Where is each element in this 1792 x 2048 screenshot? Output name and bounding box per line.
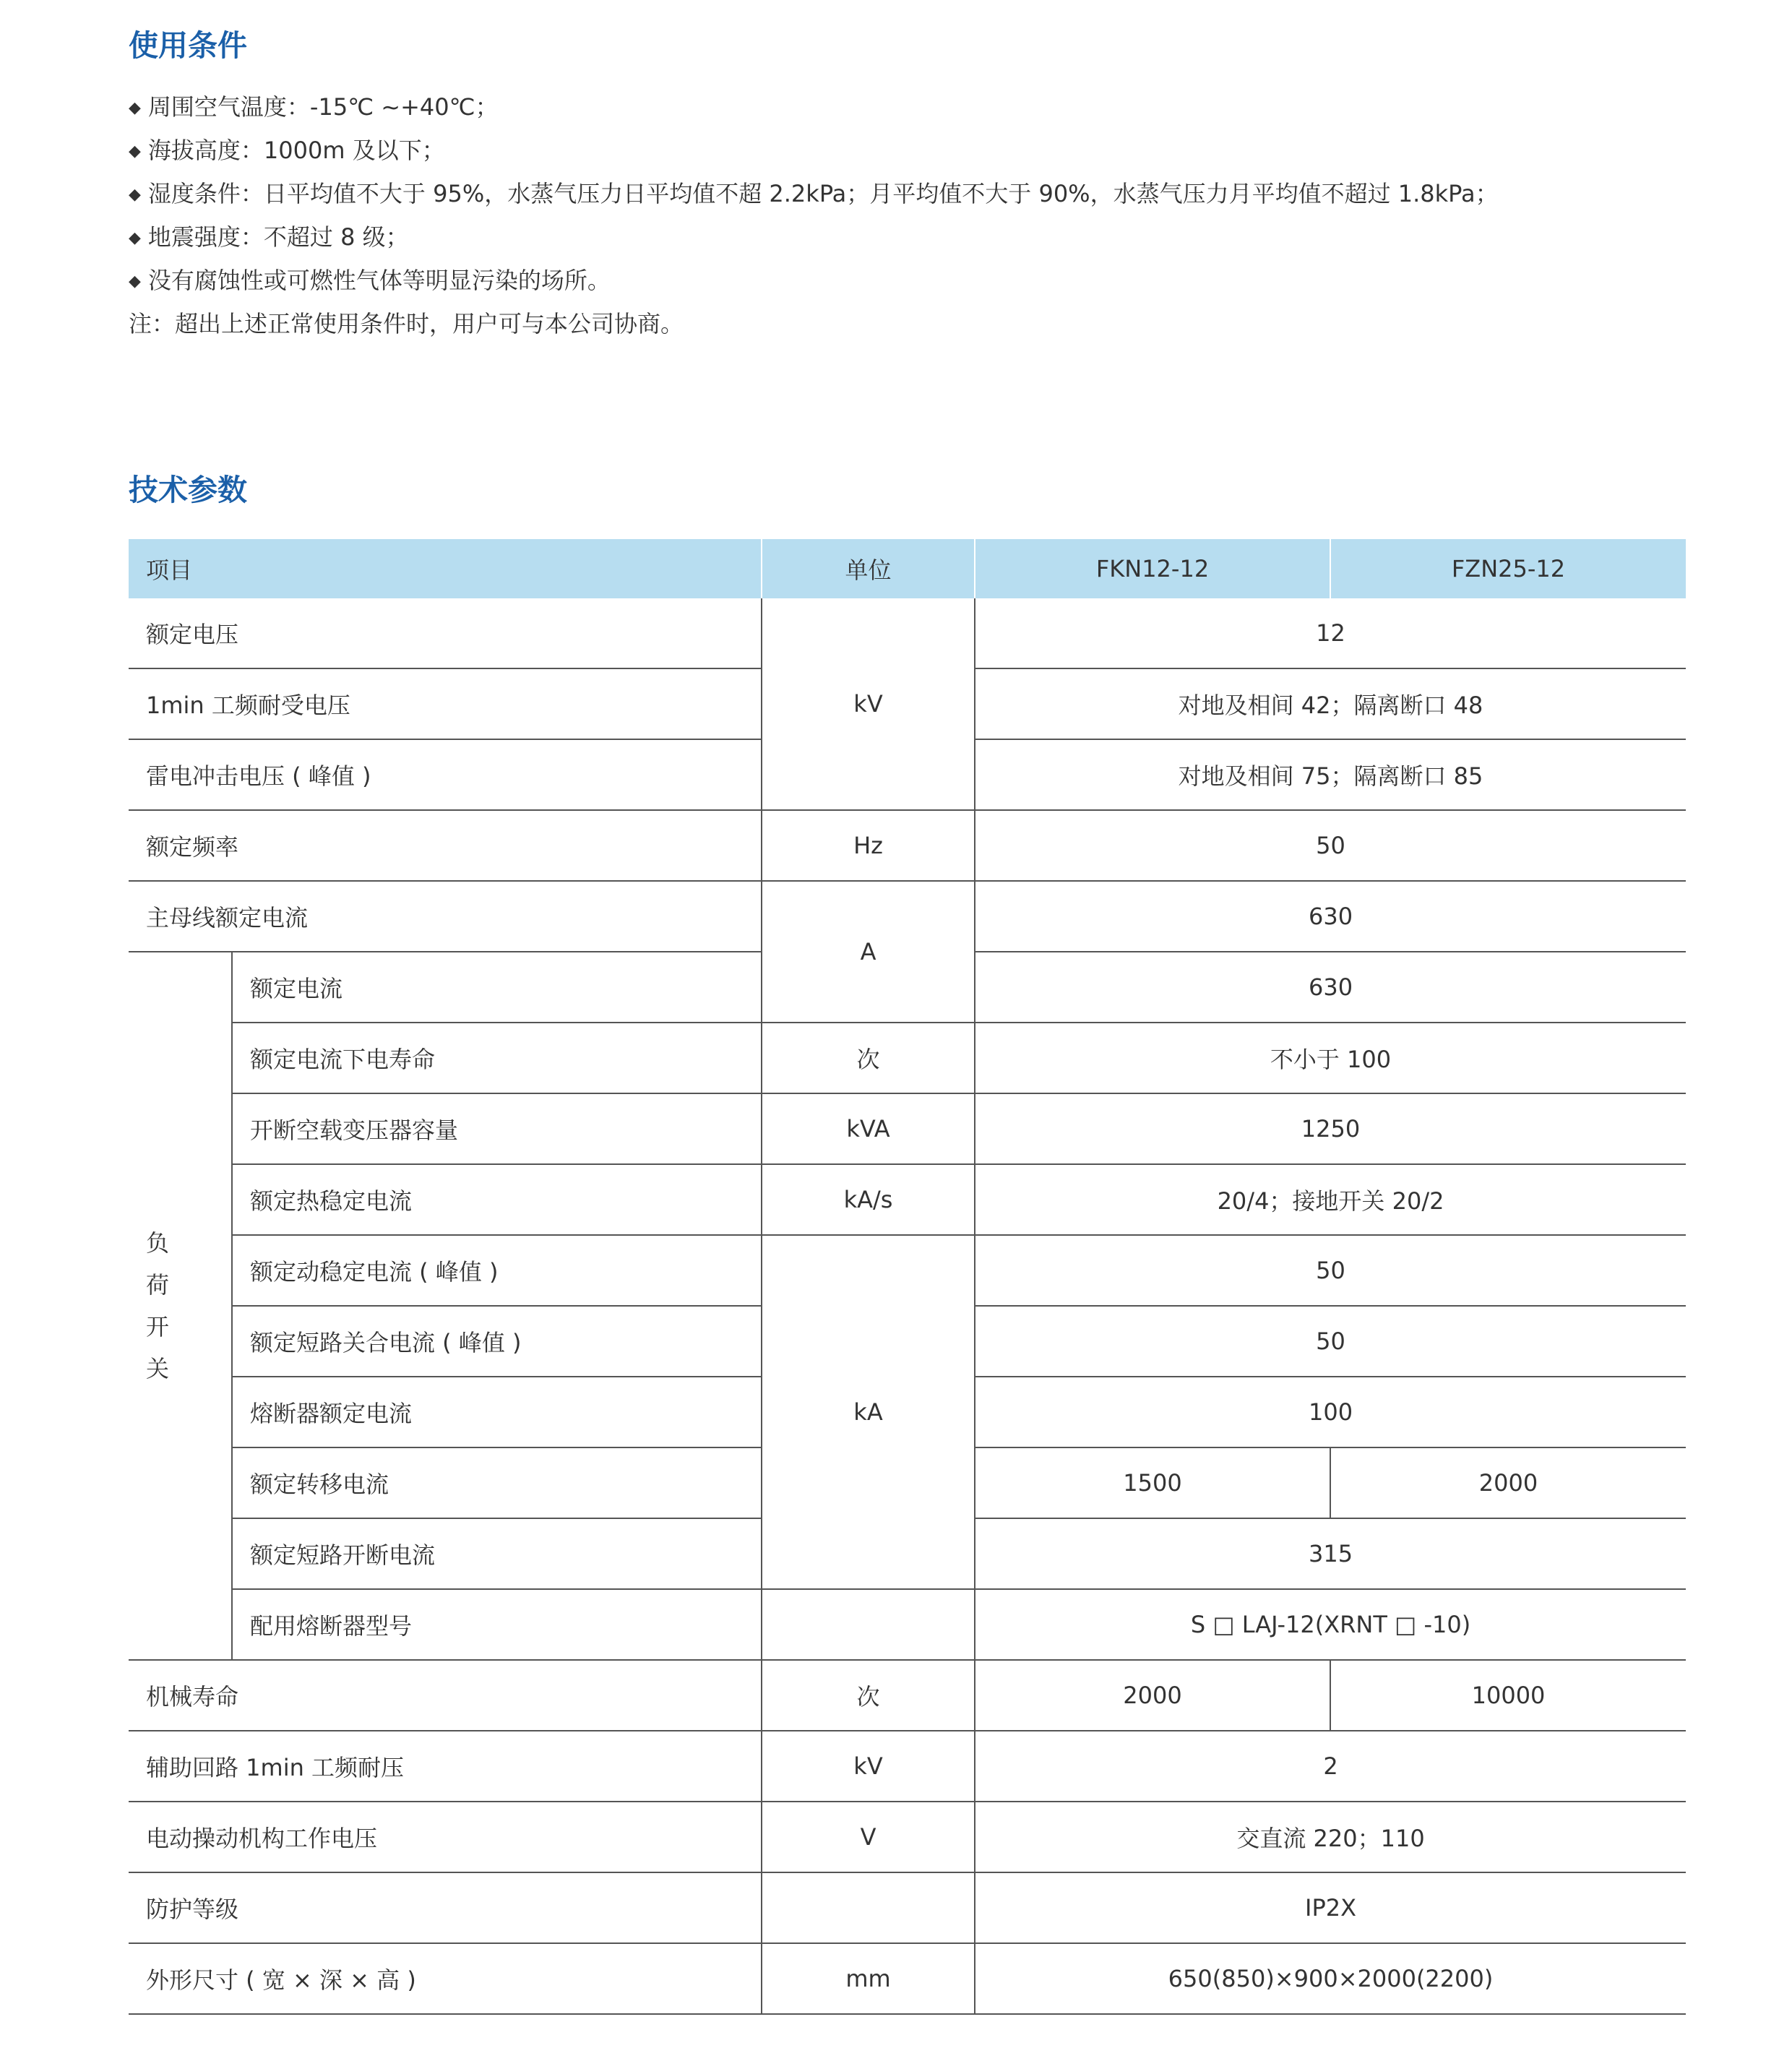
value-cell: kVA xyxy=(762,1093,975,1164)
value-cell: 20/4；接地开关 20/2 xyxy=(975,1164,1686,1235)
value-cell: S □ LAJ-12(XRNT □ -10) xyxy=(975,1589,1686,1660)
table-header-row xyxy=(129,539,1686,598)
table-row xyxy=(129,1093,1686,1164)
item-cell: 额定动稳定电流 ( 峰值 ) xyxy=(232,1235,762,1306)
value-cell: kA/s xyxy=(762,1164,975,1235)
value-cell: 2000 xyxy=(975,1660,1330,1731)
item-cell: 外形尺寸 ( 宽 × 深 × 高 ) xyxy=(129,1943,762,2014)
list-item: ◆ 没有腐蚀性或可燃性气体等明显污染的场所。 xyxy=(129,267,611,294)
list-item: ◆ 海拔高度：1000m 及以下； xyxy=(129,137,445,164)
header-unit: 单位 xyxy=(762,539,975,598)
table-row xyxy=(129,1235,1686,1306)
value-cell: 50 xyxy=(975,810,1686,881)
conditions-note: 注：超出上述正常使用条件时，用户可与本公司协商。 xyxy=(129,310,684,337)
table-row xyxy=(129,598,1686,668)
table-row xyxy=(129,1943,1686,2014)
item-cell: 额定短路关合电流 ( 峰值 ) xyxy=(232,1306,762,1377)
item-cell: 配用熔断器型号 xyxy=(232,1589,762,1660)
list-item: ◆ 湿度条件：日平均值不大于 95%，水蒸气压力日平均值不超 2.2kPa；月平均值不大于 90%，水蒸气压力月平均值不超过 1.8kPa； xyxy=(129,180,1499,207)
table-row xyxy=(129,1164,1686,1235)
table-row xyxy=(129,881,1686,952)
value-cell: 对地及相间 75；隔离断口 85 xyxy=(975,739,1686,810)
value-cell: 次 xyxy=(762,1023,975,1093)
diamond-bullet-icon: ◆ xyxy=(129,272,141,291)
diamond-bullet-icon: ◆ xyxy=(129,99,141,117)
diamond-bullet-icon: ◆ xyxy=(129,142,141,160)
item-cell: 1min 工频耐受电压 xyxy=(129,668,762,739)
item-cell: 额定频率 xyxy=(129,810,762,881)
header-item: 项目 xyxy=(129,539,762,598)
table-row xyxy=(129,810,1686,881)
list-item: ◆ 周围空气温度：-15℃ ~+40℃； xyxy=(129,93,499,121)
item-cell: 雷电冲击电压 ( 峰值 ) xyxy=(129,739,762,810)
header-model-2: FZN25-12 xyxy=(1330,539,1686,598)
value-cell: kV xyxy=(762,598,975,810)
diamond-bullet-icon: ◆ xyxy=(129,229,141,247)
value-cell: kV xyxy=(762,1731,975,1802)
value-cell: 50 xyxy=(975,1235,1686,1306)
table-row xyxy=(129,1731,1686,1802)
section-title-params: 技术参数 xyxy=(129,473,247,507)
value-cell: 630 xyxy=(975,881,1686,952)
group-label-load-switch: 负 荷 开 关 xyxy=(129,952,232,1660)
spec-table xyxy=(129,539,1686,2015)
table-row xyxy=(129,1802,1686,1872)
item-cell: 额定转移电流 xyxy=(232,1447,762,1518)
value-cell: 100 xyxy=(975,1377,1686,1447)
item-cell: 辅助回路 1min 工频耐压 xyxy=(129,1731,762,1802)
diamond-bullet-icon: ◆ xyxy=(129,186,141,204)
item-cell: 熔断器额定电流 xyxy=(232,1377,762,1447)
value-cell: 2 xyxy=(975,1731,1686,1802)
value-cell: 10000 xyxy=(1330,1660,1686,1731)
item-cell: 电动操动机构工作电压 xyxy=(129,1802,762,1872)
item-cell: 机械寿命 xyxy=(129,1660,762,1731)
table-row xyxy=(129,1660,1686,1731)
value-cell: 315 xyxy=(975,1518,1686,1589)
item-cell: 额定热稳定电流 xyxy=(232,1164,762,1235)
item-cell: 额定短路开断电流 xyxy=(232,1518,762,1589)
value-cell: 不小于 100 xyxy=(975,1023,1686,1093)
value-cell: 2000 xyxy=(1330,1447,1686,1518)
item-cell: 额定电流 xyxy=(232,952,762,1023)
value-cell: 12 xyxy=(975,598,1686,668)
table-row xyxy=(129,1589,1686,1660)
value-cell: 630 xyxy=(975,952,1686,1023)
value-cell: 对地及相间 42；隔离断口 48 xyxy=(975,668,1686,739)
section-title-conditions: 使用条件 xyxy=(129,28,247,63)
table-row xyxy=(129,1023,1686,1093)
value-cell: 50 xyxy=(975,1306,1686,1377)
value-cell: Hz xyxy=(762,810,975,881)
value-cell: V xyxy=(762,1802,975,1872)
value-cell: mm xyxy=(762,1943,975,2014)
header-model-1: FKN12-12 xyxy=(975,539,1330,598)
item-cell: 额定电流下电寿命 xyxy=(232,1023,762,1093)
item-cell: 主母线额定电流 xyxy=(129,881,762,952)
value-cell: 650(850)×900×2000(2200) xyxy=(975,1943,1686,2014)
value-cell: 1250 xyxy=(975,1093,1686,1164)
item-cell: 额定电压 xyxy=(129,598,762,668)
item-cell: 防护等级 xyxy=(129,1872,762,1943)
item-cell: 开断空载变压器容量 xyxy=(232,1093,762,1164)
value-cell: 次 xyxy=(762,1660,975,1731)
value-cell: 1500 xyxy=(975,1447,1330,1518)
value-cell xyxy=(762,1872,975,1943)
value-cell: A xyxy=(762,881,975,1023)
value-cell: IP2X xyxy=(975,1872,1686,1943)
value-cell: 交直流 220；110 xyxy=(975,1802,1686,1872)
value-cell xyxy=(762,1589,975,1660)
table-row xyxy=(129,1872,1686,1943)
conditions-list xyxy=(129,85,1499,345)
list-item: ◆ 地震强度：不超过 8 级； xyxy=(129,223,409,251)
value-cell: kA xyxy=(762,1235,975,1589)
